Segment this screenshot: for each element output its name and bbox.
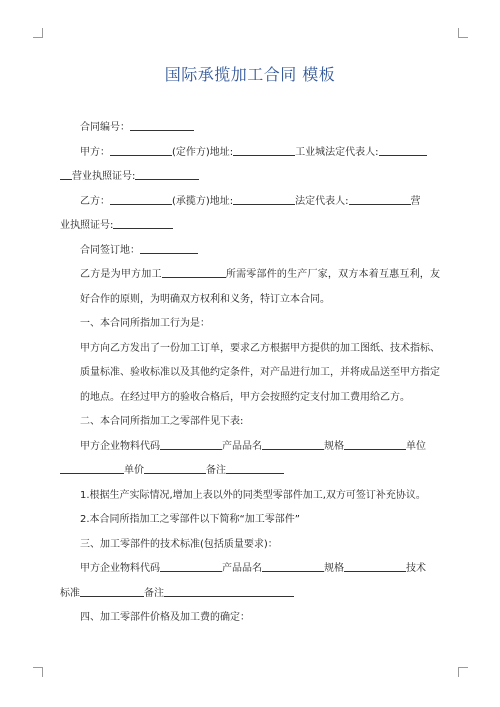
party-a-line: 甲方： (定作方)地址: 工业城法定代表人: bbox=[60, 141, 440, 166]
sign-place-blank[interactable] bbox=[140, 243, 198, 254]
tech-remark-blank[interactable] bbox=[164, 586, 294, 597]
party-a-address-blank[interactable] bbox=[233, 145, 295, 156]
tech-fields-line-2: 标准 备注 bbox=[60, 582, 440, 607]
parts-fields-line-2: 单价 备注 bbox=[60, 459, 440, 484]
document-body bbox=[60, 116, 440, 631]
section-1-heading: 一、本合同所指加工行为是： bbox=[80, 318, 210, 329]
contract-number-blank[interactable] bbox=[130, 120, 194, 131]
party-a-license-blank[interactable] bbox=[135, 169, 199, 180]
remark-blank[interactable] bbox=[226, 463, 284, 474]
note-1: 1.根据生产实际情况,增加上表以外的同类型零部件加工,双方可签订补充协议。 bbox=[80, 489, 426, 501]
tech-spec-blank[interactable] bbox=[344, 561, 406, 572]
party-a-name-blank[interactable] bbox=[110, 145, 172, 156]
tech-product-name-blank[interactable] bbox=[262, 561, 324, 572]
section-4-heading: 四、加工零部件价格及加工费的确定： bbox=[80, 612, 250, 623]
party-b-rep-blank[interactable] bbox=[349, 194, 411, 205]
tech-fields-line-1: 甲方企业物料代码 产品品名 规格 技术 bbox=[80, 563, 426, 574]
section-2-heading: 二、本合同所指加工之零部件见下表: bbox=[80, 416, 244, 427]
party-b-line: 乙方： (承揽方)地址: 法定代表人: 营 bbox=[80, 195, 421, 207]
document-title: 国际承揽加工合同 模板 bbox=[164, 65, 336, 84]
unit-blank[interactable] bbox=[60, 463, 124, 474]
spec-blank[interactable] bbox=[344, 439, 406, 450]
party-b-name-blank[interactable] bbox=[110, 194, 172, 205]
price-blank[interactable] bbox=[144, 463, 206, 474]
crop-mark-top-right bbox=[458, 28, 468, 38]
party-b-license-line: 业执照证号: bbox=[60, 214, 440, 239]
sign-place-line: 合同签订地： bbox=[60, 239, 440, 264]
tech-material-code-blank[interactable] bbox=[160, 561, 222, 572]
section-3-heading: 三、加工零部件的技术标准(包括质量要求)： bbox=[80, 538, 278, 550]
crop-mark-bottom-right bbox=[458, 667, 468, 677]
product-name-blank[interactable] bbox=[262, 439, 324, 450]
section-1-text: 甲方向乙方发出了一份加工订单，要求乙方根据甲方提供的加工图纸、技术指标、质量标准、验收标准以及其他约定条件，对产品进行加工，并将成品送至甲方指定的地点。在经过甲方的验收合格后，甲方会按照约定支付加工费用给乙方。 bbox=[80, 342, 440, 403]
parts-fields-line-1: 甲方企业物料代码 产品品名 规格 单位 bbox=[80, 440, 426, 452]
intro-paragraph: 乙方是为甲方加工 所需零部件的生产厂家，双方本着互惠互利，友好合作的原则，为明确双方权利和义务，特订立本合同。 bbox=[80, 269, 441, 305]
party-a-license-line: 营业执照证号: bbox=[60, 165, 440, 190]
tech-standard-blank[interactable] bbox=[80, 586, 144, 597]
party-a-license-lead-blank[interactable] bbox=[60, 169, 72, 180]
crop-mark-bottom-left bbox=[33, 667, 43, 677]
note-2: 2.本合同所指加工之零部件以下简称“加工零部件” bbox=[80, 514, 300, 525]
party-b-address-blank[interactable] bbox=[233, 194, 295, 205]
intro-product-blank[interactable] bbox=[162, 267, 226, 278]
crop-mark-top-left bbox=[33, 28, 43, 38]
party-a-rep-blank[interactable] bbox=[379, 145, 427, 156]
material-code-blank[interactable] bbox=[160, 439, 222, 450]
party-b-license-blank[interactable] bbox=[113, 218, 173, 229]
contract-number-line: 合同编号： bbox=[60, 116, 440, 141]
